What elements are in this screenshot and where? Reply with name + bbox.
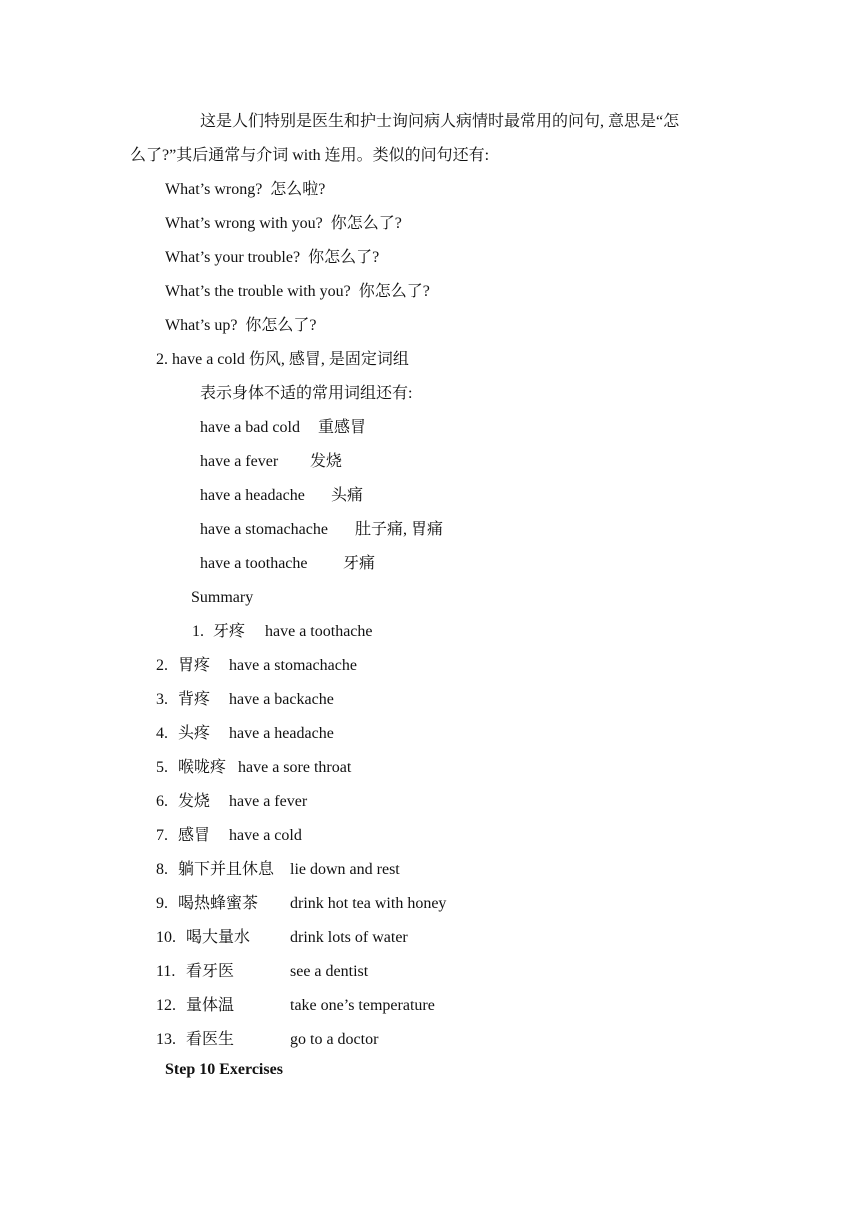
summary-item-en: see a dentist: [290, 963, 369, 980]
summary-item-zh: 看牙医: [186, 963, 235, 980]
summary-item-en: have a sore throat: [238, 759, 352, 776]
summary-title: Summary: [191, 589, 254, 606]
summary-item-number: 5.: [156, 759, 168, 776]
phrase-en: have a headache: [200, 487, 305, 504]
summary-item-zh: 喉咙疼: [178, 759, 227, 776]
summary-item-number: 9.: [156, 895, 168, 912]
summary-item-number: 2.: [156, 657, 168, 674]
summary-item-number: 12.: [156, 997, 176, 1014]
summary-item-number: 10.: [156, 929, 176, 946]
summary-item-zh: 发烧: [178, 793, 211, 810]
phrase-zh: 头痛: [331, 487, 364, 504]
summary-item-zh: 头疼: [178, 725, 211, 742]
phrase-zh: 肚子痛, 胃痛: [355, 521, 444, 538]
summary-item-en: have a stomachache: [229, 657, 357, 674]
question-line: What’s up? 你怎么了?: [165, 317, 317, 334]
phrase-en: have a fever: [200, 453, 279, 470]
summary-item-en: drink hot tea with honey: [290, 895, 447, 912]
phrase-en: have a stomachache: [200, 521, 328, 538]
summary-item-en: have a fever: [229, 793, 308, 810]
summary-item-zh: 牙疼: [213, 623, 246, 640]
point-2-heading: 2. have a cold 伤风, 感冒, 是固定词组: [156, 351, 409, 368]
summary-item-zh: 量体温: [186, 997, 235, 1014]
summary-item-number: 7.: [156, 827, 168, 844]
summary-item-en: have a backache: [229, 691, 334, 708]
summary-item-number: 13.: [156, 1031, 176, 1048]
phrase-zh: 牙痛: [343, 555, 376, 572]
phrase-en: have a bad cold: [200, 419, 300, 436]
summary-item-zh: 胃疼: [178, 657, 211, 674]
summary-item-en: have a cold: [229, 827, 302, 844]
summary-item-en: have a toothache: [265, 623, 373, 640]
phrase-zh: 发烧: [310, 453, 343, 470]
question-line: What’s the trouble with you? 你怎么了?: [165, 283, 430, 300]
intro-line-2: 么了?”其后通常与介词 with 连用。类似的问句还有:: [130, 147, 490, 164]
question-line: What’s wrong with you? 你怎么了?: [165, 215, 402, 232]
summary-item-zh: 躺下并且休息: [178, 861, 275, 878]
summary-item-number: 3.: [156, 691, 168, 708]
summary-item-zh: 看医生: [186, 1031, 235, 1048]
summary-item-number: 11.: [156, 963, 176, 980]
point-2-sub-intro: 表示身体不适的常用词组还有:: [200, 385, 413, 402]
summary-item-zh: 感冒: [178, 827, 211, 844]
step-heading: Step 10 Exercises: [165, 1061, 283, 1078]
summary-item-zh: 背疼: [178, 691, 211, 708]
phrase-en: have a toothache: [200, 555, 308, 572]
summary-item-en: take one’s temperature: [290, 997, 435, 1014]
summary-item-number: 1.: [192, 623, 204, 640]
summary-item-number: 6.: [156, 793, 168, 810]
phrase-zh: 重感冒: [318, 419, 367, 436]
summary-item-number: 8.: [156, 861, 168, 878]
summary-item-zh: 喝大量水: [186, 929, 251, 946]
summary-item-en: have a headache: [229, 725, 334, 742]
summary-item-en: drink lots of water: [290, 929, 408, 946]
question-line: What’s wrong? 怎么啦?: [165, 181, 326, 198]
intro-line-1: 这是人们特别是医生和护士询问病人病情时最常用的问句, 意思是“怎: [200, 113, 680, 130]
summary-item-en: lie down and rest: [290, 861, 400, 878]
question-line: What’s your trouble? 你怎么了?: [165, 249, 380, 266]
summary-item-zh: 喝热蜂蜜茶: [178, 895, 259, 912]
summary-item-en: go to a doctor: [290, 1031, 379, 1048]
summary-item-number: 4.: [156, 725, 168, 742]
